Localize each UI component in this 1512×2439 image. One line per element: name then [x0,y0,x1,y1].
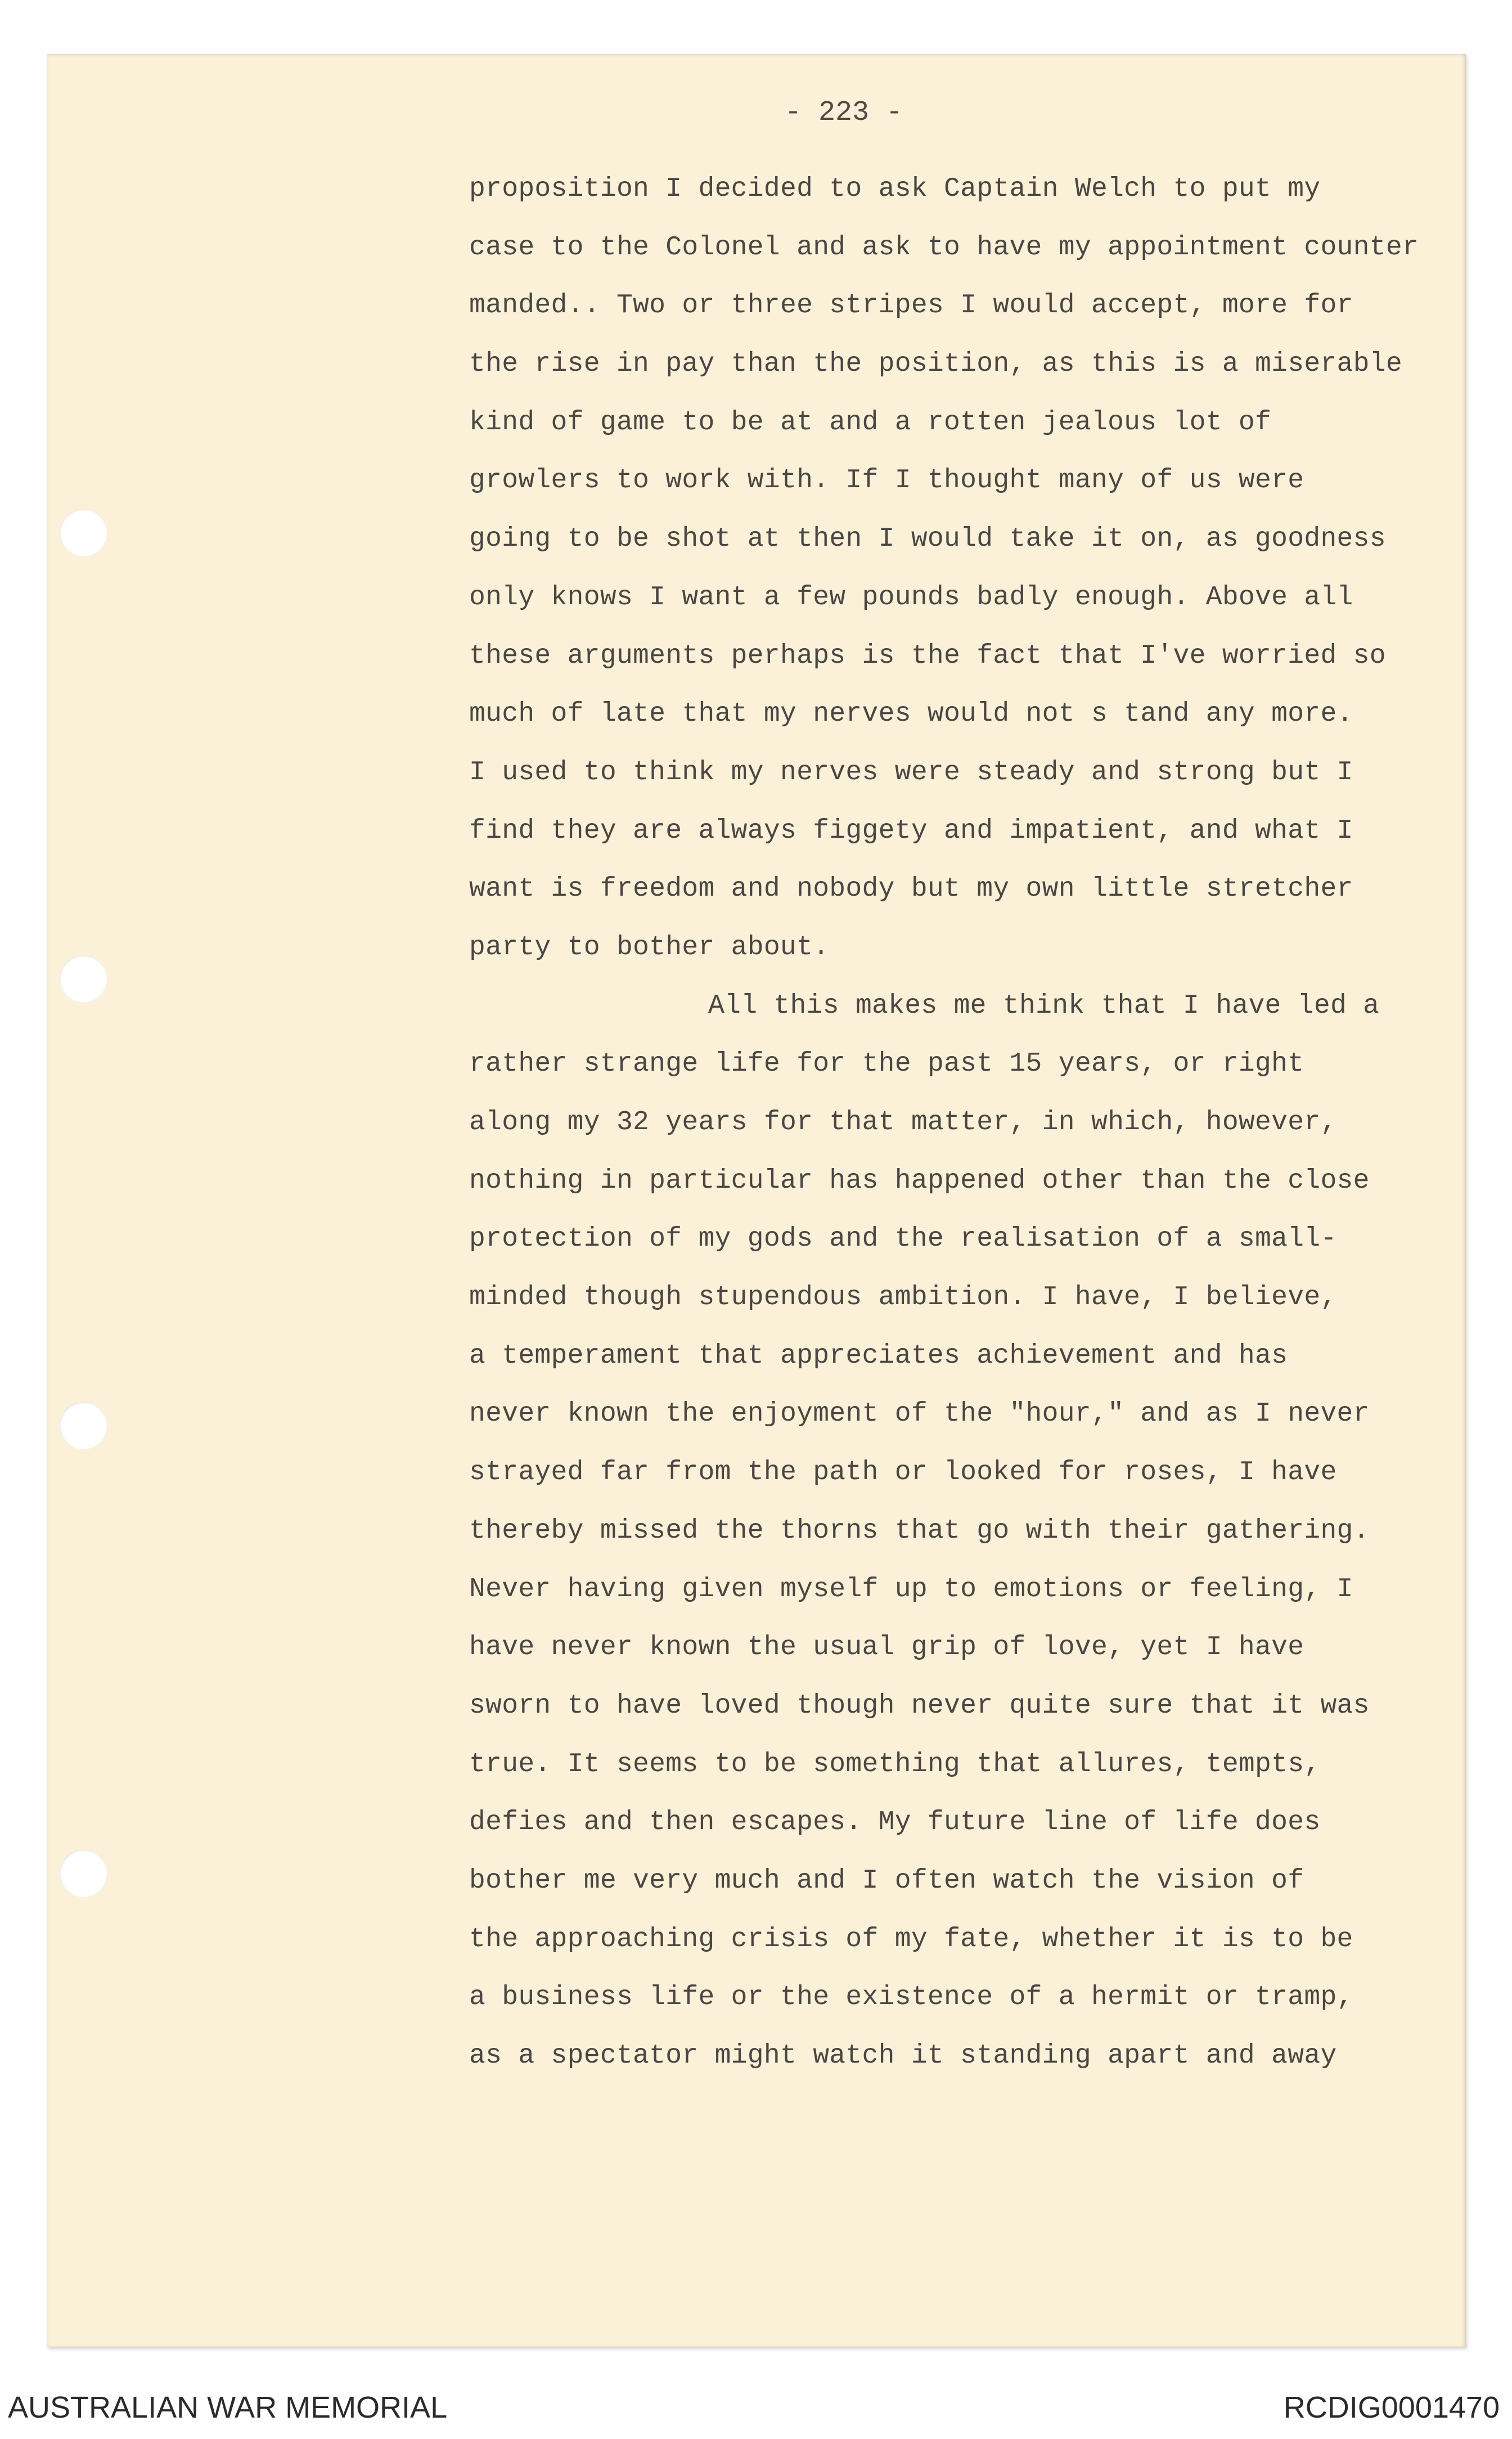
text-line: bother me very much and I often watch the vision of [469,1865,1304,1896]
text-line: manded.. Two or three stripes I would accept, more for [469,290,1353,321]
footer-record-id: RCDIG0001470 [1283,2391,1500,2424]
text-line: have never known the usual grip of love, yet I have [469,1632,1304,1663]
text-line: Never having given myself up to emotions or feeling, I [469,1574,1353,1605]
text-line: party to bother about. [469,932,830,963]
text-line: defies and then escapes. My future line of life does [469,1807,1321,1838]
text-line: a business life or the existence of a hermit or tramp, [469,1982,1353,2013]
text-line: the rise in pay than the position, as this is a miserable [469,349,1402,380]
text-line: as a spectator might watch it standing apart and away [469,2041,1337,2071]
text-line: proposition I decided to ask Captain Welch to put my [469,174,1321,204]
footer-institution: AUSTRALIAN WAR MEMORIAL [8,2391,448,2424]
text-line: the approaching crisis of my fate, whether it is to be [469,1924,1353,1955]
text-line: sworn to have loved though never quite sure that it was [469,1690,1370,1721]
page-number: - 223 - [785,97,903,129]
text-line: rather strange life for the past 15 years, or right [469,1049,1304,1080]
text-line: these arguments perhaps is the fact that I've worried so [469,640,1386,671]
text-line: much of late that my nerves would not s tand any more. [469,699,1353,730]
text-line: want is freedom and nobody but my own little stretcher [469,874,1353,905]
text-line: a temperament that appreciates achievement and has [469,1340,1288,1371]
text-line: kind of game to be at and a rotten jealous lot of [469,407,1272,438]
text-line: strayed far from the path or looked for roses, I have [469,1457,1337,1488]
text-line: going to be shot at then I would take it on, as goodness [469,524,1386,555]
text-line: growlers to work with. If I thought many of us were [469,465,1304,496]
text-line: minded though stupendous ambition. I have, I believe, [469,1282,1337,1313]
text-line: along my 32 years for that matter, in which, however, [469,1107,1337,1138]
text-line: protection of my gods and the realisation of a small- [469,1224,1337,1255]
text-line: thereby missed the thorns that go with their gathering. [469,1515,1370,1546]
text-line: I used to think my nerves were steady and strong but I [469,757,1353,788]
punch-hole [60,1850,107,1897]
typed-text-body [469,160,1466,2086]
punch-hole [60,509,107,556]
text-line: true. It seems to be something that allures, tempts, [469,1749,1321,1780]
text-line: never known the enjoyment of the "hour," and as I never [469,1399,1370,1430]
text-line: find they are always figgety and impatient, and what I [469,815,1353,846]
punch-hole [60,955,107,1003]
text-line: case to the Colonel and ask to have my appointment counter [469,232,1419,263]
text-line: nothing in particular has happened other than the close [469,1165,1370,1196]
punch-hole [60,1402,107,1449]
text-line: only knows I want a few pounds badly enough. Above all [469,582,1353,613]
text-line-indented: All this makes me think that I have led a [708,990,1380,1021]
